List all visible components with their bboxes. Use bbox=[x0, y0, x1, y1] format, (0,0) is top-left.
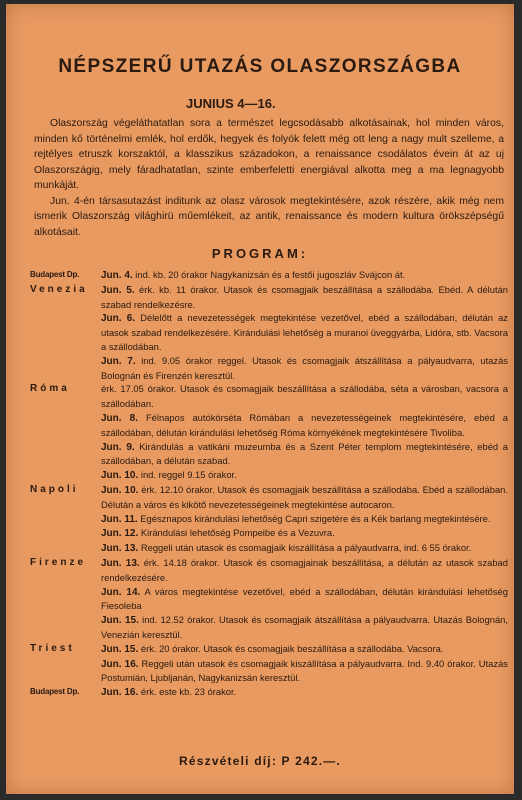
city-name: Venezia bbox=[30, 283, 88, 295]
trip-dates: JUNIUS 4—16. bbox=[186, 96, 276, 111]
city-block bbox=[30, 685, 508, 700]
intro-paragraph-1: Olaszország végeláthatatlan sora a természet legcsodásabb alkotásainak, hol minden város, minden kő történelmi emlék, hol erdők, hegyek és folyók felett még ott leng a nagy mult szelleme, a rejtélyes etruszk korszaktól, a klasszikus századokon, a renaissance csodálatos évein át az uj Olaszországig, mely fáradhatatlan, szinte emberfeletti energiával alkotta meg a ma legnagyobb munkáját. bbox=[34, 118, 504, 191]
city-entries bbox=[101, 268, 508, 283]
entry-text: érk. kb. 11 órakor. Utasok és csomagjaik beszállítása a szállodába. Ebéd. A délután szabad rendelkezésre. bbox=[101, 283, 508, 310]
entry-text: Egésznapos kirándulási lehetőség Capri szigetére és a Kék barlang megtekintésére. bbox=[137, 512, 491, 524]
entry-text: Kirándulás a vatikáni muzeumba és a Szent Péter templom megtekintésére, ebéd a szállodában, a délután szabad. bbox=[101, 440, 508, 467]
itinerary-entry bbox=[101, 268, 508, 283]
entry-date: Jun. 15. bbox=[101, 643, 139, 655]
entry-text: érk. 17.05 órakor. Utasok és csomagjaik beszállítása a szállodába, séta a városban, vacsora a szállodában. bbox=[101, 383, 508, 410]
entry-text: érk. 12.10 órakor. Utasok és csomagjaik beszállítása a szállodába. Ebéd a szállodában. Délután a város és kikötő nevezetességeinek megtekintése autocaron. bbox=[101, 483, 508, 510]
itinerary-entry bbox=[101, 354, 508, 383]
participation-fee: Részvételi díj: P 242.—. bbox=[179, 754, 341, 768]
itinerary-entry bbox=[101, 468, 508, 483]
entry-date: Jun. 16. bbox=[101, 658, 139, 670]
entry-text: A város megtekintése vezetővel, ebéd a szállodában, délután kirándulási lehetőség Fiesoleba bbox=[101, 585, 508, 612]
itinerary-entry bbox=[101, 440, 508, 469]
entry-text: Félnapos autókörséta Rómában a nevezetességeinek megtekintésére, ebéd a szállodában, délután kirándulási lehetőség Róma környékének megtekintésére Tivoliba. bbox=[101, 411, 508, 438]
city-entries bbox=[101, 642, 508, 685]
itinerary-entry bbox=[101, 541, 508, 556]
city-block bbox=[30, 556, 508, 642]
city-name: Napoli bbox=[30, 483, 79, 495]
entry-date: Jun. 10. bbox=[101, 484, 139, 496]
entry-date: Jun. 13. bbox=[101, 543, 139, 555]
entry-date: Jun. 9. bbox=[101, 441, 135, 453]
entry-date: Jun. 4. bbox=[101, 270, 133, 281]
city-entries bbox=[101, 685, 508, 700]
city-name: Triest bbox=[30, 642, 75, 654]
city-block bbox=[30, 382, 508, 483]
itinerary-entry bbox=[101, 613, 508, 642]
itinerary-entry bbox=[101, 311, 508, 353]
city-entries bbox=[101, 483, 508, 556]
intro-paragraph-2: Jun. 4-én társasutazást inditunk az olasz városok megtekintésére, azok részére, akik még nem ismerik Olaszország világhirü műemlékeit, az antik, renaissance és modern kultura örökszépségű alkotásait. bbox=[34, 195, 504, 238]
program-schedule bbox=[30, 268, 508, 700]
entry-text: ind. reggel 9.15 órakor. bbox=[138, 469, 237, 481]
entry-date: Jun. 11. bbox=[101, 513, 138, 525]
itinerary-entry bbox=[101, 483, 508, 512]
intro-text bbox=[34, 116, 504, 240]
city-block bbox=[30, 268, 508, 283]
entry-text: érk. 20 órakor. Utasok és csomagjaik beszállítása a szállodába. Vacsora. bbox=[138, 642, 444, 654]
city-block bbox=[30, 283, 508, 383]
itinerary-entry bbox=[101, 382, 508, 411]
itinerary-entry bbox=[101, 585, 508, 614]
itinerary-entry bbox=[101, 512, 508, 527]
city-block bbox=[30, 483, 508, 556]
itinerary-entry bbox=[101, 283, 508, 312]
itinerary-entry bbox=[101, 657, 508, 686]
entry-text: ind. kb. 20 órakor Nagykanizsán és a festői jugoszláv Svájcon át. bbox=[132, 269, 406, 280]
entry-date: Jun. 12. bbox=[101, 528, 139, 540]
entry-date: Jun. 5. bbox=[101, 284, 135, 296]
entry-text: Délelőtt a nevezetességek megtekintése vezetővel, ebéd a szállodában, délután az utasok szabad rendelkezésére. Kirándulási lehetőség a muranoi üveggyárba, Lidóra, stb. Vacsora a szállodában. bbox=[101, 312, 508, 352]
entry-date: Jun. 7. bbox=[101, 355, 136, 367]
entry-text: érk. este kb. 23 órakor. bbox=[138, 686, 237, 698]
entry-date: Jun. 8. bbox=[101, 412, 139, 424]
entry-text: Reggeli után utasok és csomagjaik kiszállítása a pályaudvarra. Ind. 9.40 órakor. Utazás Postumián, Ljubljanán, Nagykanizsán keresztül. bbox=[101, 657, 508, 684]
entry-text: ind. 9.05 órakor reggel. Utasok és csomagjaik átszállítása a pályaudvarra, utazás Bolognán és Firenzén keresztül. bbox=[101, 354, 508, 381]
city-block bbox=[30, 642, 508, 685]
entry-text: ind. 12.52 órakor. Utasok és csomagjaik átszállítása a pályaudvarra. Utazás Bolognán, Venezián keresztül. bbox=[101, 614, 508, 640]
city-entries bbox=[101, 283, 508, 383]
city-name: Róma bbox=[30, 383, 70, 395]
itinerary-entry bbox=[101, 526, 508, 541]
entry-date: Jun. 15. bbox=[101, 615, 139, 627]
entry-text: Reggeli után utasok és csomagjaik kiszállítása a pályaudvarra, ind. 6 55 órakor. bbox=[138, 542, 472, 554]
city-name: Budapest Dp. bbox=[30, 270, 80, 279]
itinerary-entry bbox=[101, 556, 508, 585]
entry-date: Jun. 10. bbox=[101, 470, 139, 482]
entry-date: Jun. 16. bbox=[101, 687, 139, 699]
entry-date: Jun. 6. bbox=[101, 313, 136, 325]
city-entries bbox=[101, 556, 508, 642]
entry-text: Kirándulási lehetőség Pompeibe és a Vezuvra. bbox=[138, 527, 335, 539]
itinerary-entry bbox=[101, 411, 508, 440]
entry-date: Jun. 13. bbox=[101, 557, 140, 569]
document-title: NÉPSZERŰ UTAZÁS OLASZORSZÁGBA bbox=[58, 56, 462, 77]
entry-date: Jun. 14. bbox=[101, 586, 141, 598]
entry-text: érk. 14.18 órakor. Utasok és csomagjainak beszállítása, a délután az utasok szabad rendelkezésére. bbox=[101, 556, 508, 583]
city-name: Firenze bbox=[30, 556, 87, 568]
program-heading: PROGRAM: bbox=[211, 246, 309, 261]
itinerary-entry bbox=[101, 685, 508, 700]
itinerary-entry bbox=[101, 642, 508, 657]
city-name: Budapest Dp. bbox=[30, 687, 80, 697]
document-page bbox=[6, 4, 514, 794]
city-entries bbox=[101, 382, 508, 483]
